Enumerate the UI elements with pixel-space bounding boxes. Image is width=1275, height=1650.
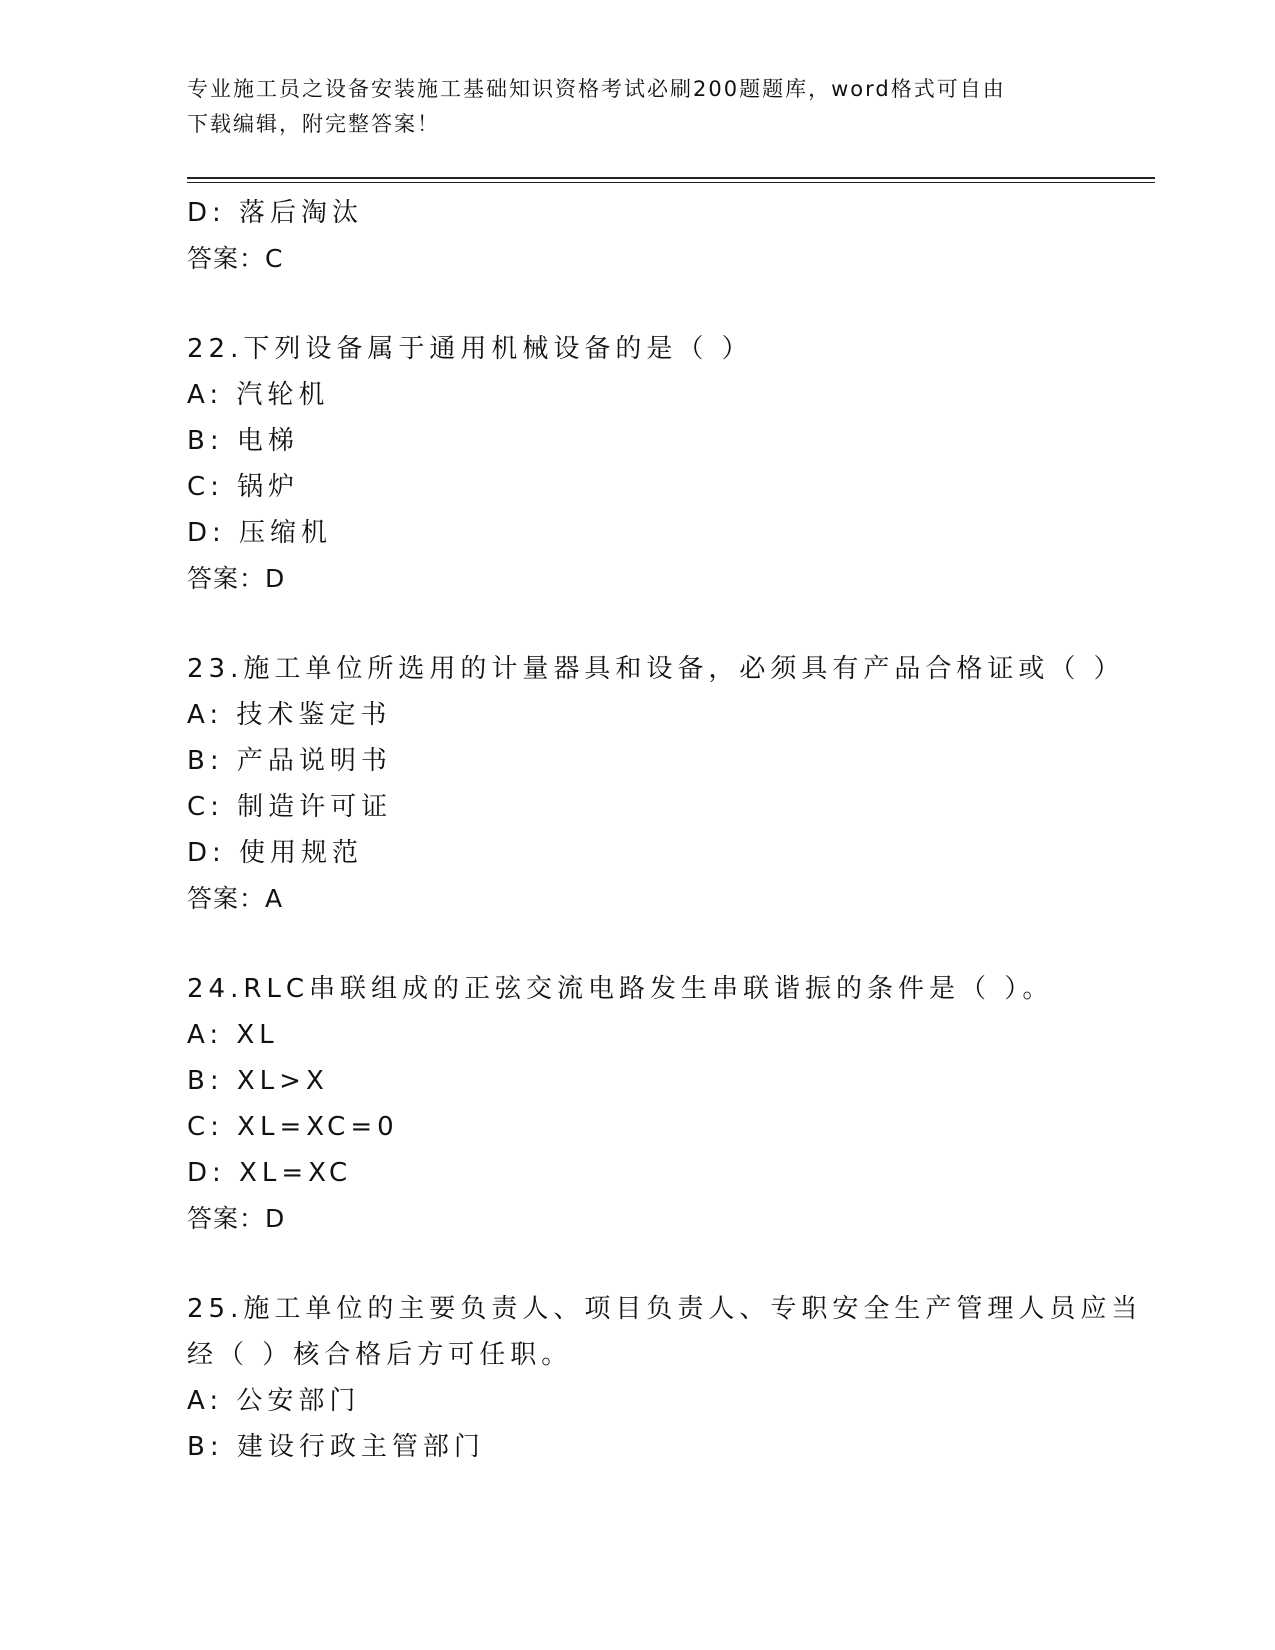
spacer xyxy=(187,602,1155,646)
option-a: A: 公安部门 xyxy=(187,1386,361,1416)
question-stem: 24.RLC串联组成的正弦交流电路发生串联谐振的条件是（ ）。 xyxy=(187,974,1054,1004)
spacer xyxy=(187,282,1155,326)
option-d: D: XL=XC xyxy=(187,1158,353,1188)
header-line-1: 专业施工员之设备安装施工基础知识资格考试必刷200题题库，word格式可自由 xyxy=(187,77,1006,101)
answer-line: 答案：A xyxy=(187,884,284,913)
header-line-2: 下载编辑，附完整答案！ xyxy=(187,112,440,136)
option-c: C: XL=XC=0 xyxy=(187,1112,399,1142)
option-a: A: 汽轮机 xyxy=(187,380,330,410)
question-stem: 22.下列设备属于通用机械设备的是（ ） xyxy=(187,334,753,364)
question-list xyxy=(187,190,1155,1470)
option-b: B: 产品说明书 xyxy=(187,746,392,776)
spacer xyxy=(187,922,1155,966)
question-stem-line-2: 经（ ）核合格后方可任职。 xyxy=(187,1340,573,1370)
answer-line: 答案：C xyxy=(187,244,284,273)
answer-line: 答案：D xyxy=(187,1204,286,1233)
option-c: C: 锅炉 xyxy=(187,472,300,502)
spacer xyxy=(187,1242,1155,1286)
question-22 xyxy=(187,326,1155,602)
document-header xyxy=(187,72,1087,142)
question-24 xyxy=(187,966,1155,1242)
option-a: A: 技术鉴定书 xyxy=(187,700,392,730)
option-a: A: XL xyxy=(187,1020,279,1050)
option-d: D: 落后淘汰 xyxy=(187,198,364,228)
option-b: B: XL>X xyxy=(187,1066,329,1096)
option-b: B: 建设行政主管部门 xyxy=(187,1432,485,1462)
question-stem-line-1: 25.施工单位的主要负责人、项目负责人、专职安全生产管理人员应当 xyxy=(187,1294,1143,1324)
header-divider-thin xyxy=(187,182,1155,183)
option-b: B: 电梯 xyxy=(187,426,299,456)
option-d: D: 使用规范 xyxy=(187,838,364,868)
question-stem: 23.施工单位所选用的计量器具和设备，必须具有产品合格证或（ ） xyxy=(187,654,1125,684)
header-divider-thick xyxy=(187,177,1155,179)
option-c: C: 制造许可证 xyxy=(187,792,393,822)
answer-line: 答案：D xyxy=(187,564,286,593)
question-25 xyxy=(187,1286,1155,1470)
option-d: D: 压缩机 xyxy=(187,518,333,548)
question-23 xyxy=(187,646,1155,922)
